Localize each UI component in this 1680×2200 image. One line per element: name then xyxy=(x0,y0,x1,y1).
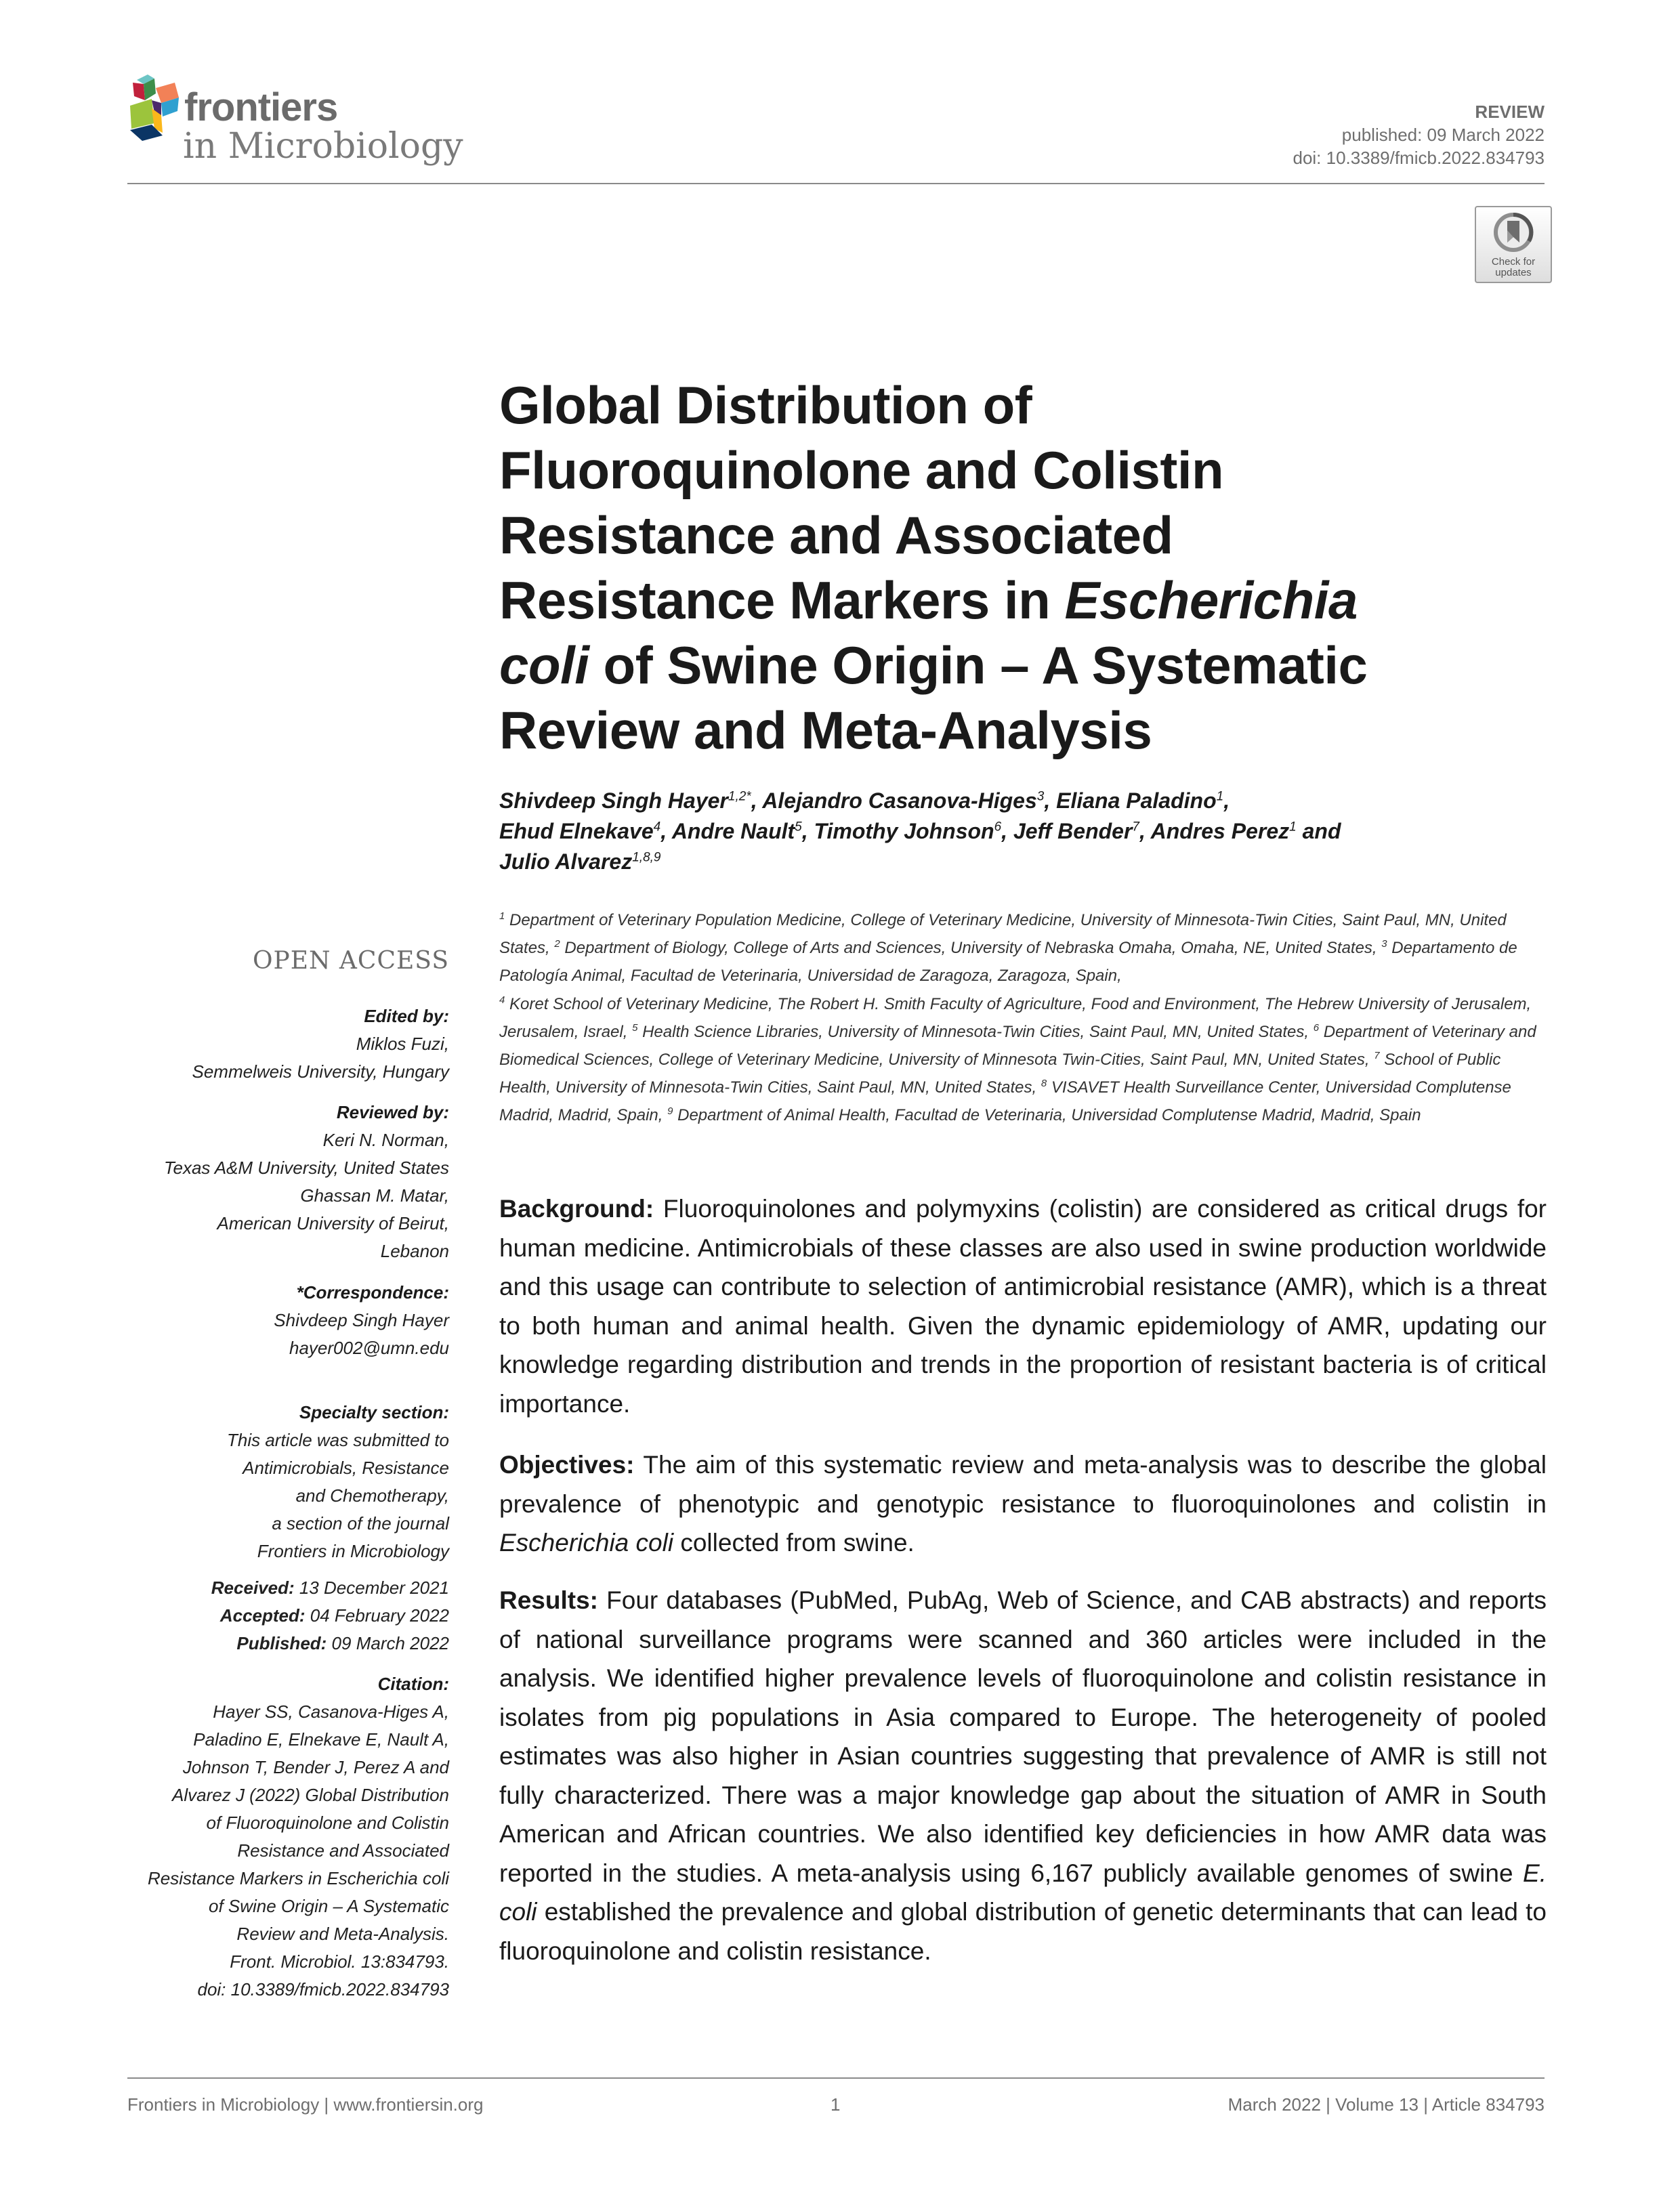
author[interactable]: Alejandro Casanova-Higes$^3$ xyxy=(762,788,1045,813)
abstract-background: Background: Fluoroquinolones and polymyxins (colistin) are considered as critical drugs for human medicine. Antimicrobials of these classes are also used in swine production worldwide and this usage can contribute to selection of antimicrobial resistance (AMR), which is a threat to both human and animal health. Given the dynamic epidemiology of AMR, updating our knowledge regarding distribution and trends in the proportion of resistant bacteria is of critical importance. xyxy=(499,1195,1547,1418)
citation-section: Citation: Hayer SS, Casanova-Higes A, Paladino E, Elnekave E, Nault A, Johnson T, Bender J, Perez A and Alvarez J (2022) Global Distribution of Fluoroquinolone and Colistin Resistance and Associated Resistance Markers in Escherichia coli of Swine Origin – A Systematic Review and Meta-Analysis. Front. Microbiol. 13:834793. doi: 10.3389/fmicb.2022.834793 xyxy=(122,1670,449,2004)
check-for-updates-label: Check for updates xyxy=(1491,256,1536,278)
footer-issue-info: March 2022 | Volume 13 | Article 834793 xyxy=(1227,2094,1545,2115)
affiliations: $^1$ Department of Veterinary Population Medicine, College of Veterinary Medicine, University of Minnesota-Twin Cities, Saint Paul, MN, United States, $^2$ Department of Biology, College of Arts and Sciences, University of Nebraska Omaha, Omaha, NE, United States, $^3$ Departamento de Patología Animal, Facultad de Veterinaria, Universidad de Zaragoza, Zaragoza, Spain, $^4$ Koret School of Veterinary Medicine, The Robert H. Smith Faculty of Agriculture, Food and Environment, The Hebrew University of Jerusalem, Jerusalem, Israel, $^5$ Health Science Libraries, University of Minnesota-Twin Cities, Saint Paul, MN, United States, $^6$ Department of Veterinary and Biomedical Sciences, College of Veterinary Medicine, University of Minnesota Twin-Cities, Saint Paul, MN, United States, $^7$ School of Public Health, University of Minnesota-Twin Cities, Saint Paul, MN, United States, $^8$ VISAVET Health Surveillance Center, Universidad Complutense Madrid, Madrid, Spain, $^9$ Department of Animal Health, Facultad de Veterinaria, Universidad Complutense Madrid, Madrid, Spain xyxy=(499,910,1536,1125)
article-title: Global Distribution of Fluoroquinolone and Colistin Resistance and Associated Resistance Markers in Escherichia coli of Swine Origin – A Systematic Review and Meta-Analysis xyxy=(499,375,1368,760)
species-name: Escherichia xyxy=(1064,570,1358,630)
frontiers-logo-icon xyxy=(127,73,190,141)
open-access-label: OPEN ACCESS xyxy=(252,947,449,975)
dates-section xyxy=(122,1574,449,1657)
author-list: Shivdeep Singh Hayer$^{1,2*}$, Alejandro Casanova-Higes$^3$, Eliana Paladino$^1$, Ehud Elnekave$^4$, Andre Nault$^5$, Timothy Johnson$^6$, Jeff Bender$^7$, Andres Perez$^1$ and Julio Alvarez$^{1,8,9}$ xyxy=(499,788,1341,874)
doi-link[interactable]: doi: 10.3389/fmicb.2022.834793 xyxy=(1293,148,1545,168)
article-meta xyxy=(1293,100,1545,169)
author[interactable]: Andres Perez$^1$ xyxy=(1150,819,1297,843)
published-date-sidebar: Published: 09 March 2022 xyxy=(236,1633,449,1653)
author[interactable]: Ehud Elnekave$^4$ xyxy=(499,819,661,843)
edited-by-section: Edited by: Miklos Fuzi, Semmelweis University, Hungary xyxy=(192,1006,449,1082)
article-type: REVIEW xyxy=(1475,102,1545,122)
logo-journal-name: in Microbiology xyxy=(183,126,463,167)
author[interactable]: Jeff Bender$^7$ xyxy=(1013,819,1139,843)
footer-divider xyxy=(127,2077,1545,2079)
footer-journal-link[interactable]: Frontiers in Microbiology | www.frontiersin.org xyxy=(127,2094,484,2115)
abstract-results: Results: Four databases (PubMed, PubAg, Web of Science, and CAB abstracts) and reports of national surveillance programs were scanned and 360 articles were included in the analysis. We identified higher prevalence levels of fluoroquinolone and colistin resistance in isolates from pig populations in Asia compared to Europe. The heterogeneity of pooled estimates was also higher in Asian countries suggesting that prevalence of AMR is still not fully characterized. There was a major knowledge gap about the situation of AMR in South American and African countries. We also identified key deficiencies in how AMR data was reported in the studies. A meta-analysis using 6,167 publicly available genomes of swine E. coli established the prevalence and global distribution of genetic determinants that can lead to fluoroquinolone and colistin resistance. xyxy=(499,1586,1547,1965)
logo-wordmark: frontiers xyxy=(184,85,338,129)
citation-doi[interactable]: doi: 10.3389/fmicb.2022.834793 xyxy=(197,1979,449,2000)
journal-logo[interactable] xyxy=(127,73,480,175)
specialty-section: Specialty section: This article was submitted to Antimicrobials, Resistance and Chemotherapy, a section of the journal Frontiers in Microbiology xyxy=(226,1402,449,1561)
check-for-updates-button[interactable] xyxy=(1475,206,1552,283)
author[interactable]: Julio Alvarez$^{1,8,9}$ xyxy=(499,849,661,874)
accepted-date: Accepted: 04 February 2022 xyxy=(219,1605,449,1626)
author[interactable]: Shivdeep Singh Hayer$^{1,2*}$ xyxy=(499,788,751,813)
page-number: 1 xyxy=(831,2094,841,2115)
bookmark-circle-icon xyxy=(1492,211,1534,253)
species-name: coli xyxy=(499,635,589,695)
author[interactable]: Andre Nault$^5$ xyxy=(671,819,802,843)
reviewed-by-section: Reviewed by: Keri N. Norman, Texas A&M University, United States Ghassan M. Matar, American University of Beirut, Lebanon xyxy=(164,1102,449,1261)
header-divider xyxy=(127,183,1545,184)
published-date: published: 09 March 2022 xyxy=(1341,125,1545,145)
correspondence-section: *Correspondence: Shivdeep Singh Hayer hayer002@umn.edu xyxy=(122,1279,449,1362)
received-date: Received: 13 December 2021 xyxy=(211,1578,449,1598)
abstract-objectives: Objectives: The aim of this systematic review and meta-analysis was to describe the global prevalence of phenotypic and genotypic resistance to fluoroquinolones and colistin in Escherichia coli collected from swine. xyxy=(499,1451,1547,1557)
author[interactable]: Eliana Paladino$^1$ xyxy=(1056,788,1224,813)
correspondence-email[interactable]: hayer002@umn.edu xyxy=(289,1338,449,1358)
author[interactable]: Timothy Johnson$^6$ xyxy=(814,819,1002,843)
